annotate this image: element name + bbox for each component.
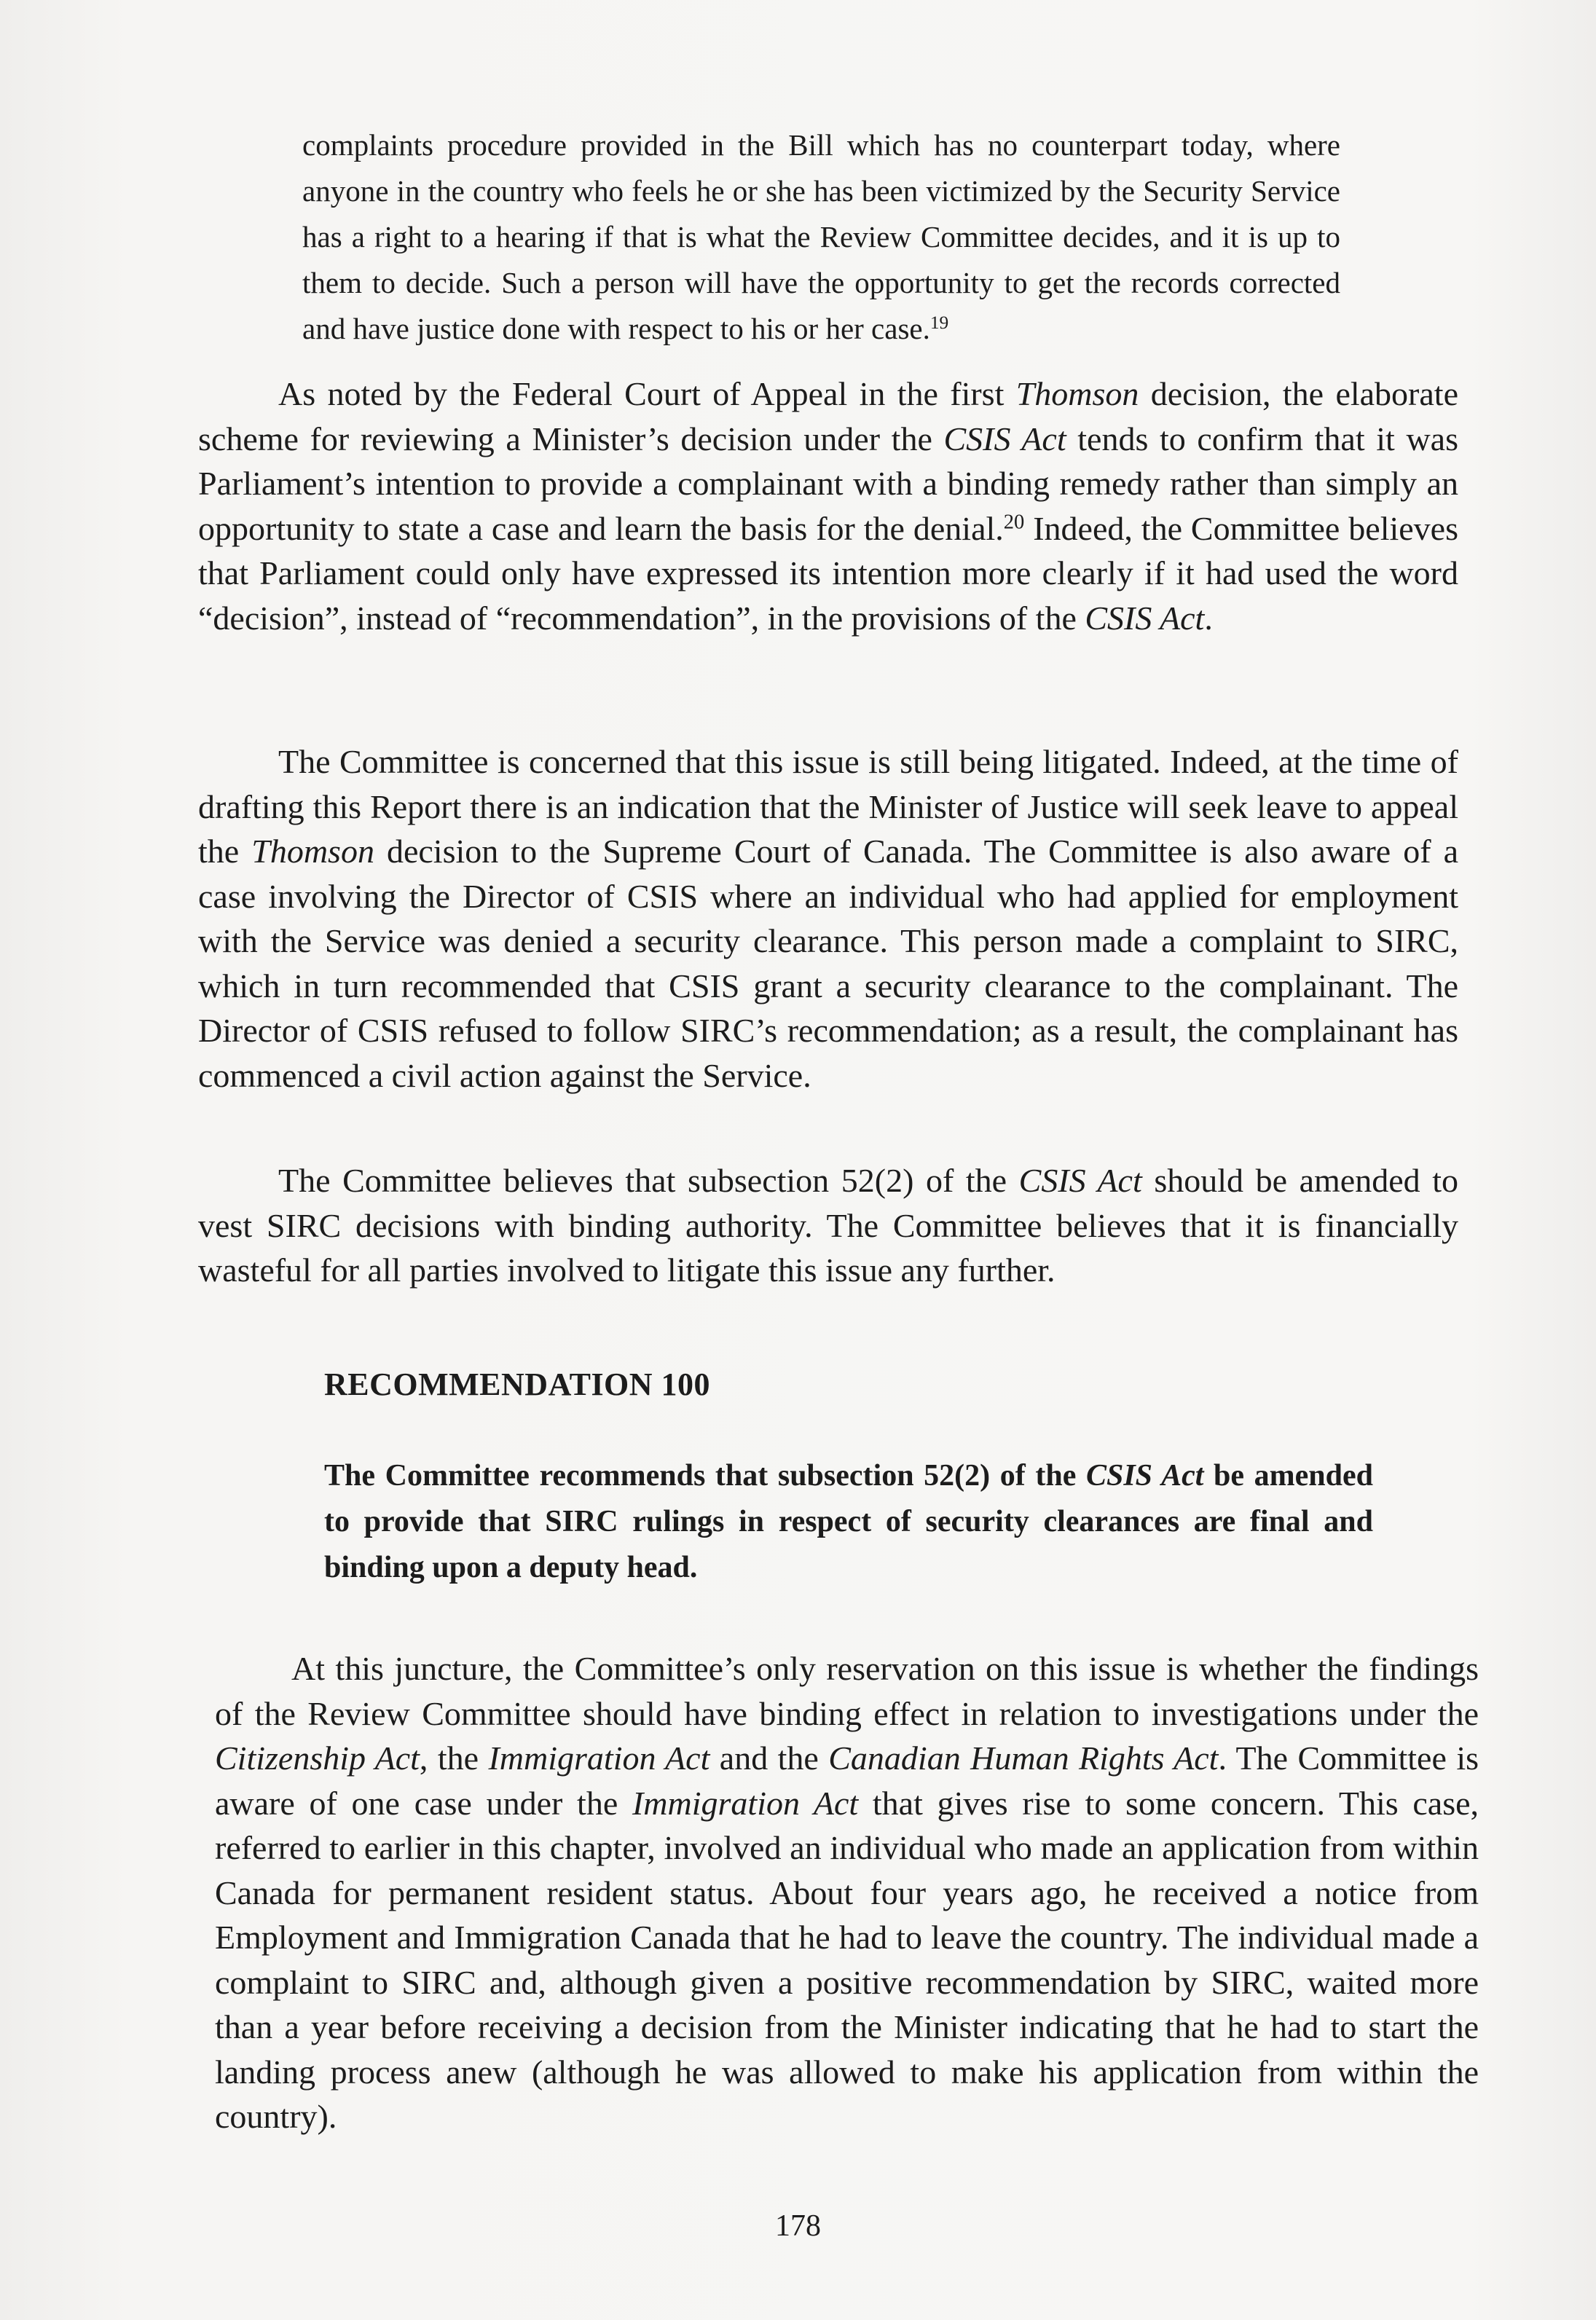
para3-text-1: The Committee believes that subsection 52(2) of the: [278, 1162, 1019, 1199]
rec-italic-csis-act: CSIS Act: [1085, 1459, 1204, 1493]
para5-italic-immigration-act-2: Immigration Act: [632, 1784, 859, 1822]
paragraph-thomson-appeal: [198, 371, 1458, 640]
para1-italic-thomson: Thomson: [1015, 375, 1139, 412]
para5-text-5: that gives rise to some concern. This case, referred to earlier in this chapter, involved an individual who made an application from within Canada for permanent resident status. About four years ago, he received a notice from Employment and Immigration Canada that he had to leave the country. The individual made a complaint to SIRC and, although given a positive recommendation by SIRC, waited more than a year before receiving a decision from the Minister indicating that he had to start the landing process anew (although he was allowed to make his application from within the country).: [215, 1784, 1479, 2135]
para1-text-2: decision, the elaborate scheme for reviewing a Minister’s decision under the: [198, 375, 1458, 457]
para5-text-4: . The Committee is aware of one case under the: [215, 1739, 1479, 1822]
rec-text-1: The Committee recommends that subsection 52(2) of the: [324, 1459, 1086, 1493]
para3-text-2: should be amended to vest SIRC decisions with binding authority. The Committee believes that it is financially wasteful for all parties involved to litigate this issue any further.: [198, 1162, 1458, 1289]
para3-italic-csis-act: CSIS Act: [1018, 1162, 1142, 1199]
para1-text-4: Indeed, the Committee believes that Parliament could only have expressed its intention more clearly if it had used the word “decision”, instead of “recommendation”, in the provisions of the: [198, 509, 1458, 637]
para5-italic-citizenship-act: Citizenship Act: [215, 1739, 420, 1777]
page-number: 178: [775, 2209, 821, 2243]
para2-text-1: The Committee is concerned that this issue is still being litigated. Indeed, at the time of drafting this Report there is an indication that the Minister of Justice will seek leave to appeal the: [198, 743, 1458, 870]
para2-text-2: decision to the Supreme Court of Canada. The Committee is also aware of a case involving the Director of CSIS where an individual who had applied for employment with the Service was denied a security clearance. This person made a complaint to SIRC, which in turn recommended that CSIS grant a security clearance to the complainant. The Director of CSIS refused to follow SIRC’s recommendation; as a result, the complainant has commenced a civil action against the Service.: [198, 833, 1459, 1094]
recommendation-text: [324, 1453, 1373, 1591]
footnote-ref-20: 20: [1003, 510, 1025, 533]
footnote-ref-19: 19: [929, 312, 949, 334]
rec-text-2: be amended to provide that SIRC rulings in respect of security clearances are final and binding upon a deputy head.: [324, 1459, 1373, 1584]
quote-text: complaints procedure provided in the Bill which has no counterpart today, where anyone in the country who feels he or she has been victimized by the Security Service has a right to a hearing if that is what the Review Committee decides, and it is up to them to decide. Such a person will have the opportunity to get the records corrected and have justice done with respect to his or her case.: [302, 128, 1340, 345]
para1-text-5: .: [1204, 599, 1213, 637]
para5-text-1: At this juncture, the Committee’s only reservation on this issue is whether the findings of the Review Committee should have binding effect in relation to investigations under the: [215, 1650, 1479, 1732]
para1-italic-csis-act-2: CSIS Act: [1085, 599, 1205, 637]
para5-text-2: , the: [419, 1739, 489, 1777]
para5-italic-human-rights-act: Canadian Human Rights Act: [828, 1739, 1219, 1777]
para2-italic-thomson: Thomson: [251, 833, 374, 870]
paragraph-binding-authority: [198, 1158, 1458, 1293]
paragraph-litigation-concern: [198, 739, 1458, 1098]
paragraph-reservation: [215, 1646, 1479, 2139]
recommendation-heading: RECOMMENDATION 100: [324, 1367, 711, 1402]
para5-italic-immigration-act: Immigration Act: [488, 1739, 710, 1777]
block-quote: [302, 122, 1340, 352]
para1-text-1: As noted by the Federal Court of Appeal in the first: [278, 375, 1016, 412]
para1-text-3: tends to confirm that it was Parliament’s intention to provide a complainant with a binding remedy rather than simply an opportunity to state a case and learn the basis for the denial.: [198, 420, 1458, 547]
para1-italic-csis-act: CSIS Act: [943, 420, 1066, 457]
para5-text-3: and the: [709, 1739, 829, 1777]
